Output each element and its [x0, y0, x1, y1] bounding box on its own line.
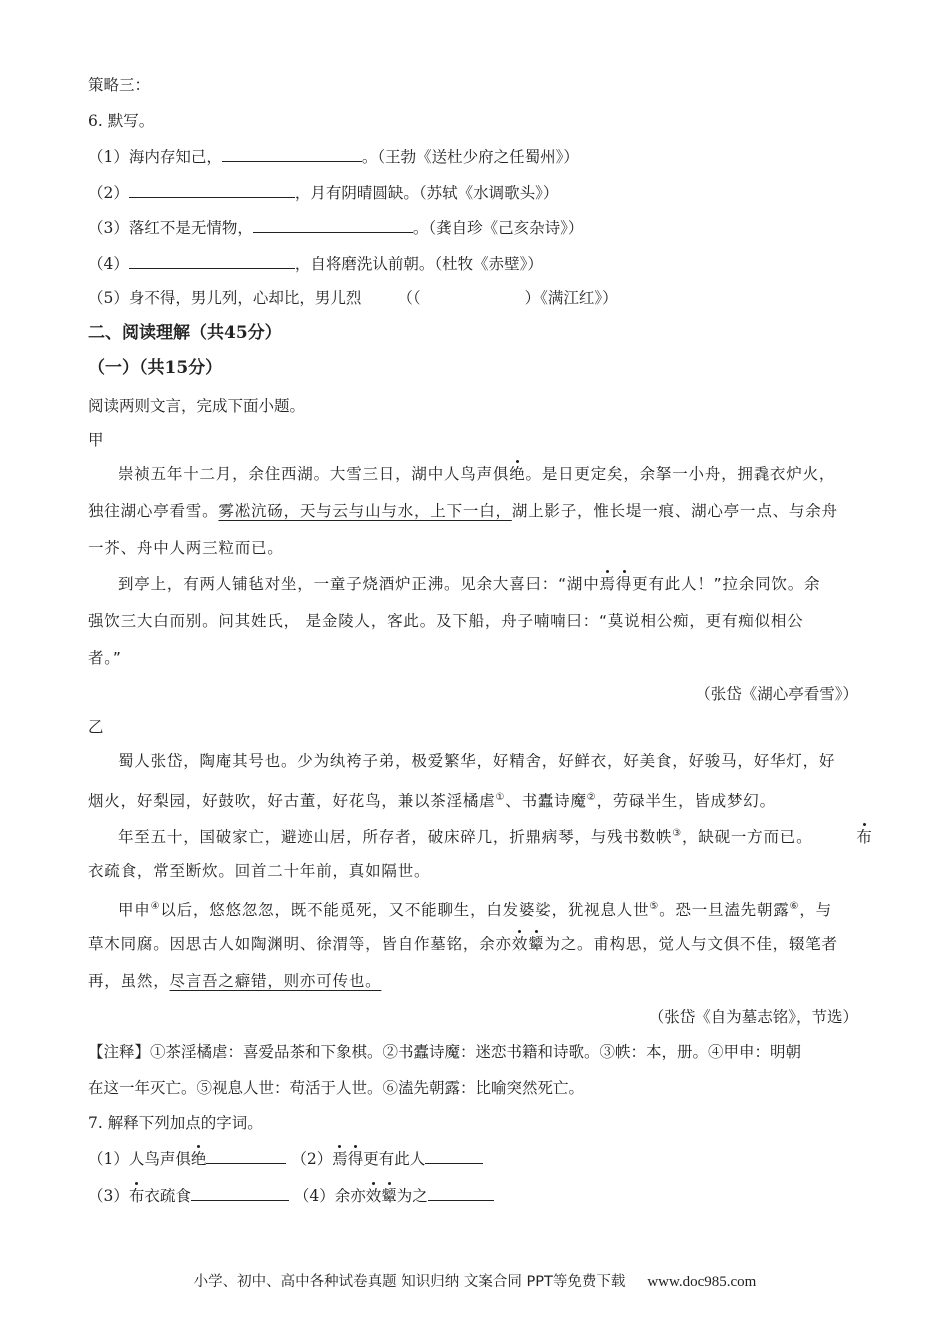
passage-jia-source: （张岱《湖心亭看雪》） — [695, 685, 858, 703]
passage-jia-line: 强饮三大白而别。问其姓氏， 是金陵人，客此。及下船，舟子喃喃曰：“莫说相公痴，更有痴似相公 — [88, 612, 804, 630]
answer-blank[interactable] — [129, 181, 295, 198]
annotation-line: 在这一年灭亡。⑤视息人世：苟活于人世。⑥溘先朝露：比喻突然死亡。 — [88, 1079, 585, 1097]
footer-text: 小学、初中、高中各种试卷真题 知识归纳 文案合同 PPT等免费下载 — [193, 1274, 626, 1290]
answer-blank[interactable] — [129, 252, 295, 269]
passage-jia-line: 一芥、舟中人两三粒而已。 — [88, 539, 284, 557]
passage-yi-label: 乙 — [88, 718, 104, 736]
section-2-part-1-title: （一）（共15分） — [88, 358, 223, 378]
answer-blank[interactable] — [428, 1184, 494, 1201]
q6-item-1: （1）海内存知己， 。（王勃《送杜少府之任蜀州》） — [88, 145, 579, 168]
annotation-line: 【注释】①茶淫橘虐：喜爱品茶和下象棋。②书蠹诗魔：迷恋书籍和诗歌。③帙：本，册。④甲申：明朝 — [88, 1043, 802, 1061]
strategy-3-label: 策略三： — [88, 76, 151, 94]
answer-blank[interactable] — [206, 1147, 286, 1164]
q6-item-4: （4） ，自将磨洗认前朝。（杜牧《赤壁》） — [88, 252, 543, 275]
footer-site-link[interactable]: www.doc985.com — [647, 1274, 757, 1290]
page-footer — [0, 1270, 950, 1291]
passage-yi-line: 年至五十，国破家亡，避迹山居，所存者，破床碎几，折鼎病琴，与残书数帙③，缺砚一方而已。 布 — [118, 828, 873, 847]
answer-blank[interactable] — [425, 1147, 483, 1164]
passage-yi-line: 蜀人张岱，陶庵其号也。少为纨袴子弟，极爱繁华，好精舍，好鲜衣，好美食，好骏马，好华灯，好 — [118, 752, 836, 770]
passage-yi-line: 烟火，好梨园，好鼓吹，好古董，好花鸟，兼以茶淫橘虐①、书蠹诗魔②，劳碌半生，皆成梦幻。 — [88, 792, 776, 811]
answer-blank[interactable] — [191, 1184, 289, 1201]
q6-item-5: （5）身不得，男儿列，心却比，男儿烈 （（ ）《满江红》） — [88, 289, 618, 307]
answer-blank[interactable] — [253, 216, 413, 233]
passage-yi-line: 草木同腐。因思古人如陶渊明、徐渭等，皆自作墓铭，余亦效颦为之。甫构思，觉人与文俱不佳，辍笔者 — [88, 935, 838, 953]
passage-jia-line: 者。” — [88, 649, 122, 667]
q6-item-2: （2） ，月有阴晴圆缺。（苏轼《水调歌头》） — [88, 181, 558, 204]
q7-row-2: （3）布衣疏食 （4）余亦效颦为之 — [88, 1184, 494, 1207]
passage-yi-line: 再，虽然，尽言吾之癖错，则亦可传也。 — [88, 972, 382, 990]
passage-yi-line: 甲申④以后，悠悠忽忽，既不能觅死，又不能聊生，白发婆娑，犹视息人世⑤。恐一旦溘先朝露⑥，与 — [118, 901, 832, 920]
passage-jia-label: 甲 — [88, 431, 104, 449]
reading-instruction: 阅读两则文言，完成下面小题。 — [88, 397, 306, 415]
passage-jia-line: 独往湖心亭看雪。雾凇沆砀，天与云与山与水，上下一白，湖上影子，惟长堤一痕、湖心亭一点、与余舟 — [88, 502, 838, 520]
q6-item-3: （3）落红不是无情物， 。（龚自珍《己亥杂诗》） — [88, 216, 583, 239]
passage-yi-source: （张岱《自为墓志铭》，节选） — [648, 1008, 858, 1026]
passage-jia-line: 到亭上，有两人铺毡对坐，一童子烧酒炉正沸。见余大喜曰：“湖中焉得更有此人！”拉余同饮。余 — [118, 575, 821, 593]
q6-title: 6. 默写。 — [88, 112, 155, 130]
answer-blank[interactable] — [222, 145, 362, 162]
q7-title: 7. 解释下列加点的字词。 — [88, 1114, 263, 1132]
passage-jia-line: 崇祯五年十二月，余住西湖。大雪三日，湖中人鸟声俱绝。是日更定矣，余拏一小舟，拥毳衣炉火， — [118, 465, 836, 483]
q7-row-1: （1）人鸟声俱绝 （2）焉得更有此人 — [88, 1147, 483, 1170]
passage-yi-line: 衣疏食，常至断炊。回首二十年前，真如隔世。 — [88, 862, 431, 880]
section-2-title: 二、阅读理解（共45分） — [88, 323, 282, 343]
